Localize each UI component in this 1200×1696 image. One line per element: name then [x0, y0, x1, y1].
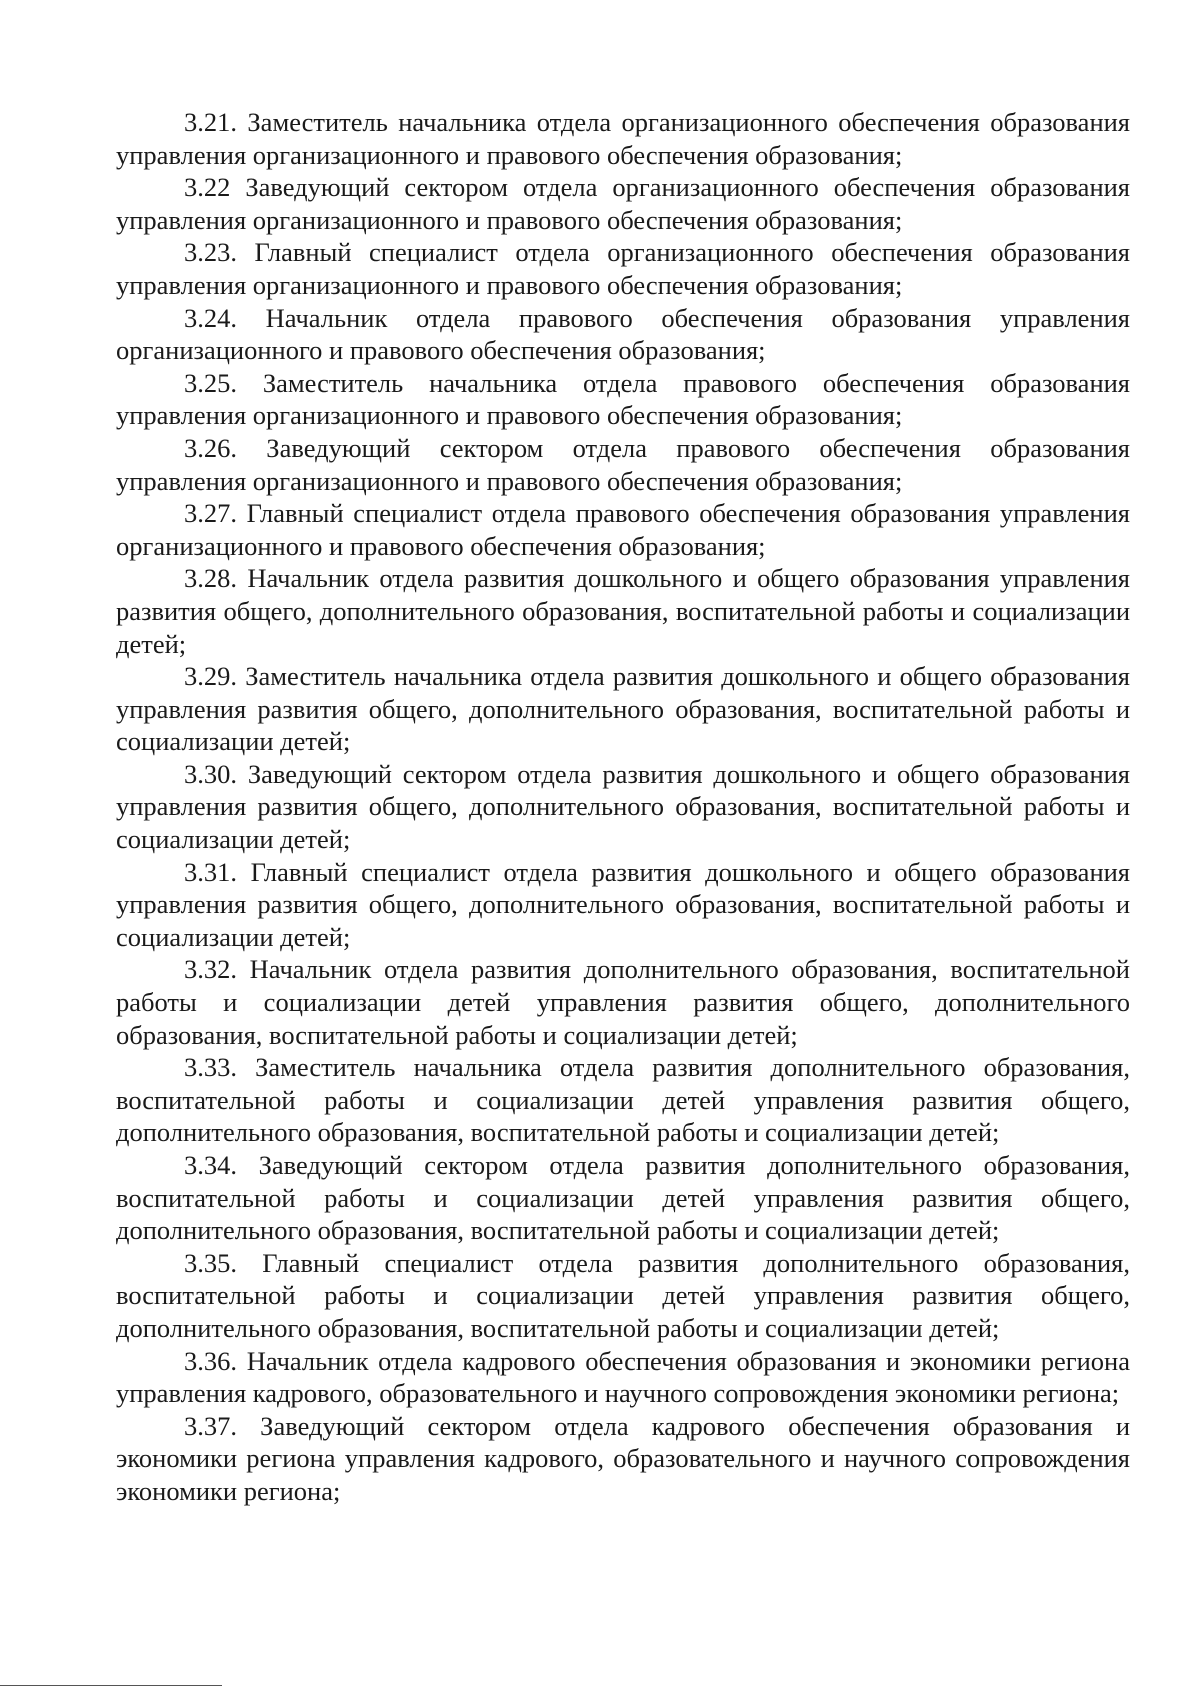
list-item-3-26: 3.26. Заведующий сектором отдела правового обеспечения образования управления организационного и правового обеспечения образования; — [116, 432, 1130, 496]
list-item-3-25: 3.25. Заместитель начальника отдела правового обеспечения образования управления организационного и правового обеспечения образования; — [116, 367, 1130, 431]
document-body — [116, 106, 1130, 1508]
list-item-3-30: 3.30. Заведующий сектором отдела развития дошкольного и общего образования управления развития общего, дополнительного образования, воспитательной работы и социализации детей; — [116, 758, 1130, 855]
list-item-3-21: 3.21. Заместитель начальника отдела организационного обеспечения образования управления организационного и правового обеспечения образования; — [116, 107, 1130, 170]
list-item-3-23: 3.23. Главный специалист отдела организационного обеспечения образования управления организационного и правового обеспечения образования; — [116, 237, 1130, 300]
list-item-3-28: 3.28. Начальник отдела развития дошкольного и общего образования управления развития общего, дополнительного образования, воспитательной работы и социализации детей; — [116, 563, 1130, 659]
list-item-3-27: 3.27. Главный специалист отдела правового обеспечения образования управления организационного и правового обеспечения образования; — [116, 498, 1130, 561]
list-item-3-36: 3.36. Начальник отдела кадрового обеспечения образования и экономики региона управления кадрового, образовательного и научного сопровождения экономики региона; — [116, 1345, 1130, 1409]
list-item-3-33: 3.33. Заместитель начальника отдела развития дополнительного образования, воспитательной работы и социализации детей управления развития общего, дополнительного образования, воспитательной работы и социализации детей; — [116, 1052, 1130, 1148]
list-item-3-29: 3.29. Заместитель начальника отдела развития дошкольного и общего образования управления развития общего, дополнительного образования, воспитательной работы и социализации детей; — [116, 661, 1130, 757]
list-item-3-37: 3.37. Заведующий сектором отдела кадрового обеспечения образования и экономики региона управления кадрового, образовательного и научного сопровождения экономики региона; — [116, 1410, 1130, 1506]
list-item-3-22: 3.22 Заведующий сектором отдела организационного обеспечения образования управления организационного и правового обеспечения образования; — [116, 172, 1130, 235]
list-item-3-35: 3.35. Главный специалист отдела развития дополнительного образования, воспитательной работы и социализации детей управления развития общего, дополнительного образования, воспитательной работы и социализации детей; — [116, 1247, 1130, 1343]
footnote-divider — [0, 1685, 222, 1686]
list-item-3-34: 3.34. Заведующий сектором отдела развития дополнительного образования, воспитательной работы и социализации детей управления развития общего, дополнительного образования, воспитательной работы и социализации детей; — [116, 1150, 1130, 1246]
list-item-3-32: 3.32. Начальник отдела развития дополнительного образования, воспитательной работы и социализации детей управления развития общего, дополнительного образования, воспитательной работы и социализации детей; — [116, 954, 1130, 1050]
list-item-3-24: 3.24. Начальник отдела правового обеспечения образования управления организационного и правового обеспечения образования; — [116, 302, 1130, 366]
list-item-3-31: 3.31. Главный специалист отдела развития дошкольного и общего образования управления развития общего, дополнительного образования, воспитательной работы и социализации детей; — [116, 856, 1130, 952]
